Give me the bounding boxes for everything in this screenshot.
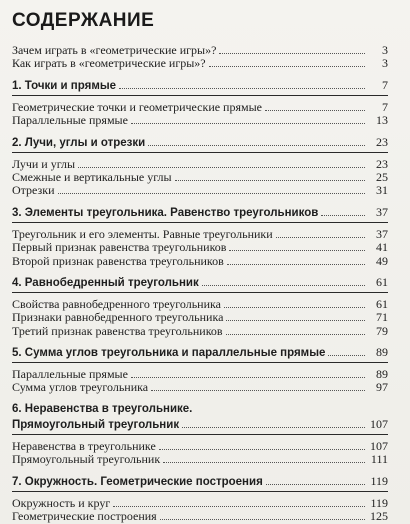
toc-entry [12, 325, 388, 338]
toc-entry [12, 440, 388, 453]
toc-entry-page: 23 [376, 156, 388, 171]
toc-entry [12, 381, 388, 394]
leader-dots [276, 237, 365, 238]
leader-dots [159, 449, 365, 450]
chapter-rule [12, 434, 388, 435]
toc-entry [12, 228, 388, 241]
toc-entry [12, 510, 388, 523]
toc-entry-page: 111 [370, 452, 388, 467]
chapter-title: 7. Окружность. Геометрические построения [12, 475, 263, 488]
leader-dots [163, 462, 365, 463]
leader-dots [202, 285, 365, 286]
leader-dots [328, 355, 365, 356]
toc-entry [12, 311, 388, 324]
toc-entry-label: Зачем играть в «геометрические игры»? [12, 43, 217, 57]
chapter-rule [12, 222, 388, 223]
toc-entry [12, 255, 388, 268]
toc-entry [12, 368, 388, 381]
chapter-page: 119 [370, 473, 388, 488]
chapter-rule [12, 491, 388, 492]
chapter-page: 37 [376, 204, 388, 219]
leader-dots [224, 307, 365, 308]
chapter-title: 3. Элементы треугольника. Равенство треугольников [12, 206, 319, 219]
toc-entry-page: 119 [370, 495, 388, 510]
leader-dots [113, 506, 365, 507]
chapter-1 [12, 78, 388, 128]
toc-entry [12, 453, 388, 466]
chapter-title: 2. Лучи, углы и отрезки [12, 136, 146, 149]
chapter-page: 89 [376, 345, 388, 360]
toc-entry-label: Свойства равнобедренного треугольника [12, 296, 222, 311]
leader-dots [219, 53, 365, 54]
toc-entry-label: Окружность и круг [12, 495, 111, 510]
chapter-heading [12, 417, 388, 432]
leader-dots [226, 320, 365, 321]
toc-entry [12, 114, 388, 127]
chapter-2 [12, 135, 388, 198]
chapter-6 [12, 402, 388, 467]
chapter-heading [12, 205, 388, 220]
toc-entry-label: Параллельные прямые [12, 113, 128, 128]
toc-entry-page: 25 [376, 169, 388, 184]
leader-dots [175, 180, 365, 181]
toc-entry-page: 7 [382, 99, 388, 114]
toc-entry-label: Смежные и вертикальные углы [12, 169, 172, 184]
toc-entry-label: Третий признак равенства треугольников [12, 323, 223, 338]
toc-entry [12, 497, 388, 510]
toc-entry-page: 13 [376, 113, 388, 128]
toc-entry [12, 184, 388, 197]
toc-entry-label: Лучи и углы [12, 156, 76, 171]
chapter-rule [12, 292, 388, 293]
toc-entry-page: 61 [376, 296, 388, 311]
toc-entry-page: 71 [376, 310, 388, 325]
toc-entry-label: Второй признак равенства треугольников [12, 253, 224, 268]
leader-dots [148, 145, 365, 146]
chapter-title: Прямоугольный треугольник [12, 418, 180, 431]
chapter-title: 4. Равнобедренный треугольник [12, 276, 199, 289]
chapter-heading [12, 275, 388, 290]
chapter-5 [12, 345, 388, 395]
toc-entry-label: Признаки равнобедренного треугольника [12, 310, 224, 325]
toc-entry-page: 89 [376, 367, 388, 382]
toc-entry [12, 298, 388, 311]
toc-entry-label: Сумма углов треугольника [12, 380, 149, 395]
leader-dots [119, 88, 365, 89]
chapter-4 [12, 275, 388, 338]
toc-entry-page: 3 [382, 56, 388, 71]
chapter-page: 23 [376, 134, 388, 149]
toc-entry-label: Как играть в «геометрические игры»? [12, 56, 206, 71]
intro-section [12, 44, 388, 71]
toc-entry [12, 101, 388, 114]
leader-dots [78, 167, 365, 168]
toc-entry-page: 79 [376, 323, 388, 338]
leader-dots [266, 484, 365, 485]
leader-dots [160, 519, 365, 520]
chapter-heading [12, 474, 388, 489]
chapter-page: 7 [382, 77, 388, 92]
leader-dots [131, 123, 365, 124]
toc-entry-page: 49 [376, 253, 388, 268]
chapter-heading [12, 135, 388, 150]
toc-entry-page: 97 [376, 380, 388, 395]
leader-dots [182, 427, 365, 428]
leader-dots [321, 215, 365, 216]
toc-entry-label: Геометрические точки и геометрические прямые [12, 99, 262, 114]
toc-entry-label: Прямоугольный треугольник [12, 452, 161, 467]
chapter-title-line1: 6. Неравенства в треугольнике. [12, 402, 193, 415]
toc-entry-label: Параллельные прямые [12, 367, 128, 382]
toc-entry-page: 31 [376, 183, 388, 198]
leader-dots [151, 390, 365, 391]
toc-entry [12, 44, 388, 57]
chapter-title: 1. Точки и прямые [12, 79, 117, 92]
toc-entry [12, 241, 388, 254]
toc-entry-page: 41 [376, 240, 388, 255]
page-title: СОДЕРЖАНИЕ [12, 10, 155, 31]
toc-entry-label: Первый признак равенства треугольников [12, 240, 227, 255]
leader-dots [227, 264, 365, 265]
toc-entry-label: Треугольник и его элементы. Равные треугольники [12, 226, 273, 241]
leader-dots [209, 66, 365, 67]
chapter-page: 61 [376, 274, 388, 289]
toc-entry-page: 125 [370, 509, 388, 524]
chapter-rule [12, 362, 388, 363]
chapter-rule [12, 152, 388, 153]
toc-entry-page: 107 [370, 438, 388, 453]
toc-entry [12, 158, 388, 171]
leader-dots [265, 110, 365, 111]
toc-entry-label: Неравенства в треугольнике [12, 438, 156, 453]
leader-dots [131, 377, 365, 378]
chapter-heading [12, 78, 388, 93]
leader-dots [226, 334, 365, 335]
toc-entry [12, 57, 388, 70]
chapter-heading [12, 345, 388, 360]
leader-dots [58, 193, 365, 194]
toc-entry [12, 171, 388, 184]
chapter-3 [12, 205, 388, 268]
chapter-page: 107 [370, 416, 388, 431]
toc-entry-page: 37 [376, 226, 388, 241]
chapter-7 [12, 474, 388, 524]
toc-entry-page: 3 [382, 43, 388, 57]
toc-entry-label: Отрезки [12, 183, 55, 198]
toc-entry-label: Геометрические построения [12, 509, 157, 524]
chapter-rule [12, 95, 388, 96]
leader-dots [229, 250, 365, 251]
chapter-title: 5. Сумма углов треугольника и параллельные прямые [12, 347, 326, 360]
